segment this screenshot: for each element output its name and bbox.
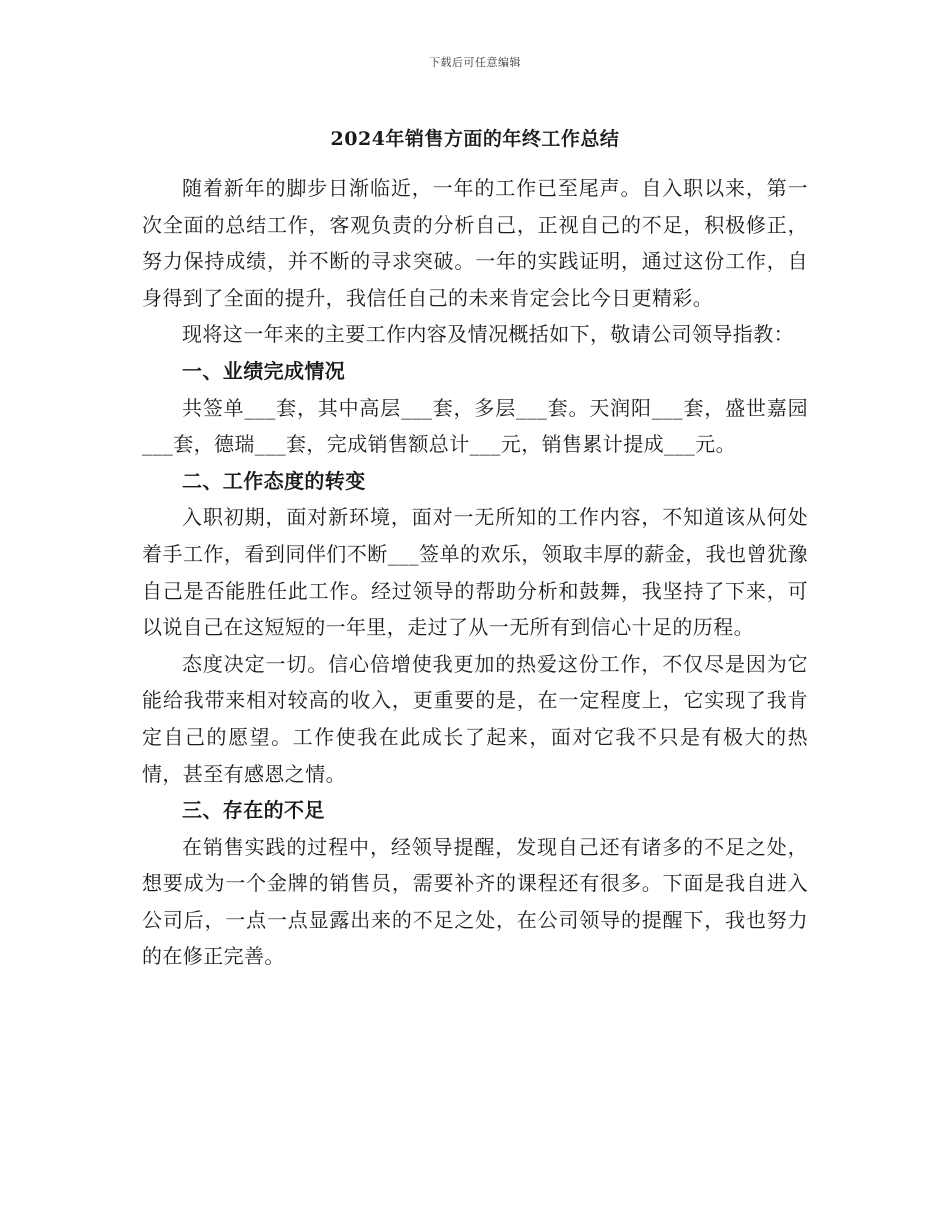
paragraph-attitude-2: 态度决定一切。信心倍增使我更加的热爱这份工作，不仅尽是因为它能给我带来相对较高的收入，更重要的是，在一定程度上，它实现了我肯定自己的愿望。工作使我在此成长了起来，面对它我不只是有极大的热情，甚至有感恩之情。: [142, 651, 808, 786]
document-body: [142, 170, 808, 975]
section-heading-attitude: 二、工作态度的转变: [182, 468, 366, 493]
header-note: 下载后可任意编辑: [429, 56, 521, 69]
section-heading-performance: 一、业绩完成情况: [182, 358, 346, 383]
paragraph-performance: 共签单___套，其中高层___套，多层___套。天润阳___套，盛世嘉园___套，德瑞___套，完成销售额总计___元，销售累计提成___元。: [142, 395, 808, 457]
paragraph-attitude-1: 入职初期，面对新环境，面对一无所知的工作内容，不知道该从何处着手工作，看到同伴们不断___签单的欢乐，领取丰厚的薪金，我也曾犹豫自己是否能胜任此工作。经过领导的帮助分析和鼓舞，我坚持了下来，可以说自己在这短短的一年里，走过了从一无所有到信心十足的历程。: [142, 505, 808, 640]
document-title: 2024年销售方面的年终工作总结: [330, 128, 620, 150]
paragraph-intro-2: 现将这一年来的主要工作内容及情况概括如下，敬请公司领导指教：: [182, 322, 794, 347]
paragraph-intro-1: 随着新年的脚步日渐临近，一年的工作已至尾声。自入职以来，第一次全面的总结工作，客观负责的分析自己，正视自己的不足，积极修正，努力保持成绩，并不断的寻求突破。一年的实践证明，通过这份工作，自身得到了全面的提升，我信任自己的未来肯定会比今日更精彩。: [142, 176, 808, 310]
paragraph-shortcomings: 在销售实践的过程中，经领导提醒，发现自己还有诸多的不足之处，想要成为一个金牌的销售员，需要补齐的课程还有很多。下面是我自进入公司后，一点一点显露出来的不足之处，在公司领导的提醒下，我也努力的在修正完善。: [142, 834, 808, 969]
section-heading-shortcomings: 三、存在的不足: [182, 798, 325, 823]
